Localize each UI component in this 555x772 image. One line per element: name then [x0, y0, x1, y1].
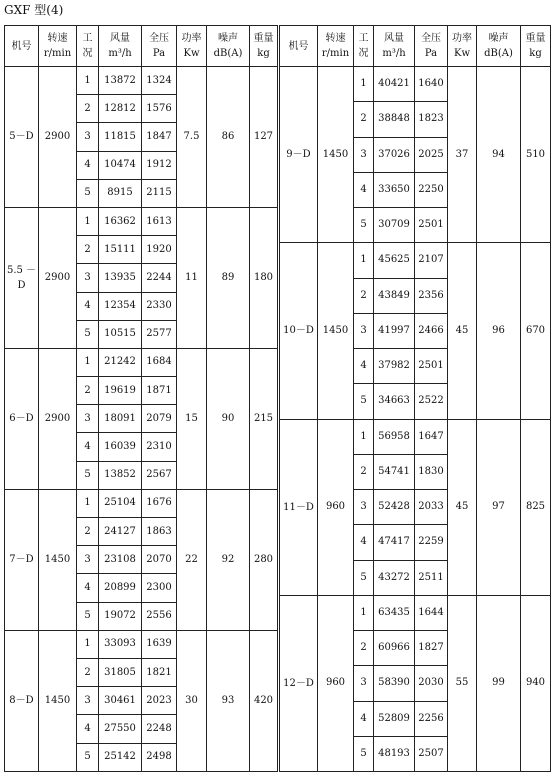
airflow-cell: 25104 [99, 489, 142, 517]
power-cell: 37 [448, 67, 477, 243]
airflow-cell: 21242 [99, 348, 142, 376]
pressure-cell: 2567 [142, 461, 177, 489]
pressure-cell: 1920 [142, 236, 177, 264]
model-cell: 10－D [280, 243, 318, 419]
condition-cell: 2 [77, 95, 99, 123]
airflow-cell: 11815 [99, 123, 142, 151]
airflow-cell: 16039 [99, 433, 142, 461]
condition-cell: 4 [354, 349, 374, 384]
pressure-cell: 2466 [415, 313, 448, 348]
pressure-cell: 1827 [415, 631, 448, 666]
speed-cell: 1450 [318, 243, 354, 419]
pressure-cell: 1871 [142, 377, 177, 405]
condition-cell: 4 [77, 433, 99, 461]
condition-cell: 1 [77, 348, 99, 376]
pressure-cell: 1830 [415, 454, 448, 489]
airflow-cell: 10515 [99, 320, 142, 348]
condition-cell: 5 [354, 736, 374, 771]
table-row [280, 67, 551, 102]
condition-cell: 1 [77, 207, 99, 235]
speed-cell: 2900 [39, 348, 77, 489]
pressure-cell: 1640 [415, 67, 448, 102]
pressure-cell: 2070 [142, 546, 177, 574]
weight-cell: 825 [521, 419, 551, 595]
airflow-cell: 12354 [99, 292, 142, 320]
model-cell: 12－D [280, 595, 318, 771]
header-model: 机号 [280, 26, 318, 67]
power-cell: 45 [448, 243, 477, 419]
header-pressure: 全压 Pa [415, 26, 448, 67]
condition-cell: 5 [354, 208, 374, 243]
weight-cell: 510 [521, 67, 551, 243]
airflow-cell: 31805 [99, 658, 142, 686]
header-speed: 转速 r/min [39, 26, 77, 67]
condition-cell: 5 [354, 560, 374, 595]
noise-cell: 89 [207, 207, 250, 348]
weight-cell: 940 [521, 595, 551, 771]
model-cell: 11－D [280, 419, 318, 595]
pressure-cell: 2501 [415, 208, 448, 243]
condition-cell: 1 [354, 243, 374, 278]
airflow-cell: 10474 [99, 151, 142, 179]
condition-cell: 2 [354, 454, 374, 489]
speed-cell: 2900 [39, 67, 77, 208]
condition-cell: 2 [354, 631, 374, 666]
condition-cell: 2 [77, 377, 99, 405]
pressure-cell: 2107 [415, 243, 448, 278]
pressure-cell: 2248 [142, 715, 177, 743]
left-spec-table [4, 25, 278, 772]
pressure-cell: 2577 [142, 320, 177, 348]
noise-cell: 97 [477, 419, 521, 595]
pressure-cell: 2256 [415, 701, 448, 736]
weight-cell: 215 [250, 348, 278, 489]
airflow-cell: 13872 [99, 67, 142, 95]
airflow-cell: 43849 [374, 278, 415, 313]
pressure-cell: 1684 [142, 348, 177, 376]
header-condition: 工 况 [354, 26, 374, 67]
model-cell: 5.5 －D [5, 207, 39, 348]
pressure-cell: 2079 [142, 405, 177, 433]
weight-cell: 420 [250, 630, 278, 771]
airflow-cell: 40421 [374, 67, 415, 102]
pressure-cell: 1613 [142, 207, 177, 235]
table-row [5, 630, 278, 658]
condition-cell: 2 [77, 658, 99, 686]
table-header-row [280, 26, 551, 67]
table-row [280, 419, 551, 454]
airflow-cell: 52809 [374, 701, 415, 736]
noise-cell: 90 [207, 348, 250, 489]
power-cell: 22 [177, 489, 207, 630]
airflow-cell: 52428 [374, 490, 415, 525]
pressure-cell: 1324 [142, 67, 177, 95]
pressure-cell: 2115 [142, 179, 177, 207]
condition-cell: 4 [354, 172, 374, 207]
pressure-cell: 2330 [142, 292, 177, 320]
condition-cell: 3 [77, 687, 99, 715]
airflow-cell: 27550 [99, 715, 142, 743]
condition-cell: 1 [354, 419, 374, 454]
airflow-cell: 13935 [99, 264, 142, 292]
condition-cell: 1 [354, 67, 374, 102]
condition-cell: 5 [77, 602, 99, 630]
condition-cell: 2 [354, 278, 374, 313]
airflow-cell: 37982 [374, 349, 415, 384]
power-cell: 55 [448, 595, 477, 771]
condition-cell: 5 [354, 384, 374, 419]
airflow-cell: 16362 [99, 207, 142, 235]
header-condition: 工 况 [77, 26, 99, 67]
airflow-cell: 37026 [374, 137, 415, 172]
condition-cell: 5 [77, 179, 99, 207]
condition-cell: 3 [77, 123, 99, 151]
model-cell: 6－D [5, 348, 39, 489]
condition-cell: 3 [354, 666, 374, 701]
condition-cell: 3 [354, 313, 374, 348]
weight-cell: 180 [250, 207, 278, 348]
noise-cell: 99 [477, 595, 521, 771]
airflow-cell: 8915 [99, 179, 142, 207]
power-cell: 30 [177, 630, 207, 771]
condition-cell: 2 [354, 102, 374, 137]
condition-cell: 4 [77, 715, 99, 743]
condition-cell: 3 [354, 137, 374, 172]
table-row [5, 67, 278, 95]
speed-cell: 960 [318, 419, 354, 595]
header-power: 功率 Kw [177, 26, 207, 67]
airflow-cell: 19072 [99, 602, 142, 630]
pressure-cell: 2250 [415, 172, 448, 207]
pressure-cell: 2030 [415, 666, 448, 701]
speed-cell: 1450 [39, 489, 77, 630]
pressure-cell: 2244 [142, 264, 177, 292]
table-row [5, 489, 278, 517]
pressure-cell: 2025 [415, 137, 448, 172]
header-airflow: 风量 m³/h [99, 26, 142, 67]
airflow-cell: 19619 [99, 377, 142, 405]
weight-cell: 127 [250, 67, 278, 208]
pressure-cell: 1912 [142, 151, 177, 179]
page-title: GXF 型(4) [4, 3, 64, 17]
airflow-cell: 47417 [374, 525, 415, 560]
pressure-cell: 2356 [415, 278, 448, 313]
speed-cell: 2900 [39, 207, 77, 348]
table-row [280, 595, 551, 630]
airflow-cell: 33093 [99, 630, 142, 658]
airflow-cell: 60966 [374, 631, 415, 666]
pressure-cell: 2259 [415, 525, 448, 560]
pressure-cell: 2498 [142, 743, 177, 771]
airflow-cell: 43272 [374, 560, 415, 595]
condition-cell: 4 [77, 574, 99, 602]
pressure-cell: 2033 [415, 490, 448, 525]
pressure-cell: 2023 [142, 687, 177, 715]
speed-cell: 960 [318, 595, 354, 771]
airflow-cell: 63435 [374, 595, 415, 630]
airflow-cell: 30461 [99, 687, 142, 715]
power-cell: 11 [177, 207, 207, 348]
pressure-cell: 2507 [415, 736, 448, 771]
power-cell: 45 [448, 419, 477, 595]
pressure-cell: 1647 [415, 419, 448, 454]
model-cell: 9－D [280, 67, 318, 243]
pressure-cell: 1823 [415, 102, 448, 137]
model-cell: 8－D [5, 630, 39, 771]
condition-cell: 4 [77, 151, 99, 179]
condition-cell: 4 [354, 525, 374, 560]
pressure-cell: 1644 [415, 595, 448, 630]
condition-cell: 1 [354, 595, 374, 630]
pressure-cell: 2511 [415, 560, 448, 595]
pressure-cell: 2522 [415, 384, 448, 419]
condition-cell: 4 [77, 292, 99, 320]
header-weight: 重量 kg [250, 26, 278, 67]
airflow-cell: 24127 [99, 518, 142, 546]
pressure-cell: 2310 [142, 433, 177, 461]
header-speed: 转速 r/min [318, 26, 354, 67]
airflow-cell: 58390 [374, 666, 415, 701]
airflow-cell: 23108 [99, 546, 142, 574]
condition-cell: 4 [354, 701, 374, 736]
header-power: 功率 Kw [448, 26, 477, 67]
weight-cell: 670 [521, 243, 551, 419]
table-row [5, 348, 278, 376]
airflow-cell: 41997 [374, 313, 415, 348]
noise-cell: 92 [207, 489, 250, 630]
pressure-cell: 1821 [142, 658, 177, 686]
airflow-cell: 33650 [374, 172, 415, 207]
model-cell: 7－D [5, 489, 39, 630]
airflow-cell: 25142 [99, 743, 142, 771]
noise-cell: 93 [207, 630, 250, 771]
right-table-body [280, 67, 551, 772]
left-table-body [5, 67, 278, 772]
condition-cell: 3 [77, 264, 99, 292]
right-spec-table [279, 25, 551, 772]
condition-cell: 3 [77, 405, 99, 433]
header-noise: 噪声 dB(A) [477, 26, 521, 67]
airflow-cell: 20899 [99, 574, 142, 602]
airflow-cell: 45625 [374, 243, 415, 278]
speed-cell: 1450 [39, 630, 77, 771]
pressure-cell: 2556 [142, 602, 177, 630]
power-cell: 15 [177, 348, 207, 489]
airflow-cell: 54741 [374, 454, 415, 489]
pressure-cell: 2501 [415, 349, 448, 384]
pressure-cell: 1847 [142, 123, 177, 151]
noise-cell: 96 [477, 243, 521, 419]
airflow-cell: 30709 [374, 208, 415, 243]
model-cell: 5－D [5, 67, 39, 208]
table-row [280, 243, 551, 278]
table-header-row [5, 26, 278, 67]
pressure-cell: 1576 [142, 95, 177, 123]
airflow-cell: 48193 [374, 736, 415, 771]
condition-cell: 5 [77, 320, 99, 348]
table-row [5, 207, 278, 235]
header-noise: 噪声 dB(A) [207, 26, 250, 67]
airflow-cell: 13852 [99, 461, 142, 489]
power-cell: 7.5 [177, 67, 207, 208]
header-airflow: 风量 m³/h [374, 26, 415, 67]
noise-cell: 94 [477, 67, 521, 243]
condition-cell: 2 [77, 518, 99, 546]
condition-cell: 3 [354, 490, 374, 525]
header-pressure: 全压 Pa [142, 26, 177, 67]
condition-cell: 1 [77, 67, 99, 95]
weight-cell: 280 [250, 489, 278, 630]
airflow-cell: 56958 [374, 419, 415, 454]
pressure-cell: 1676 [142, 489, 177, 517]
airflow-cell: 38848 [374, 102, 415, 137]
condition-cell: 2 [77, 236, 99, 264]
speed-cell: 1450 [318, 67, 354, 243]
airflow-cell: 15111 [99, 236, 142, 264]
airflow-cell: 34663 [374, 384, 415, 419]
condition-cell: 1 [77, 630, 99, 658]
noise-cell: 86 [207, 67, 250, 208]
condition-cell: 3 [77, 546, 99, 574]
pressure-cell: 1639 [142, 630, 177, 658]
airflow-cell: 12812 [99, 95, 142, 123]
condition-cell: 5 [77, 743, 99, 771]
header-model: 机号 [5, 26, 39, 67]
airflow-cell: 18091 [99, 405, 142, 433]
pressure-cell: 1863 [142, 518, 177, 546]
pressure-cell: 2300 [142, 574, 177, 602]
condition-cell: 5 [77, 461, 99, 489]
header-weight: 重量 kg [521, 26, 551, 67]
condition-cell: 1 [77, 489, 99, 517]
